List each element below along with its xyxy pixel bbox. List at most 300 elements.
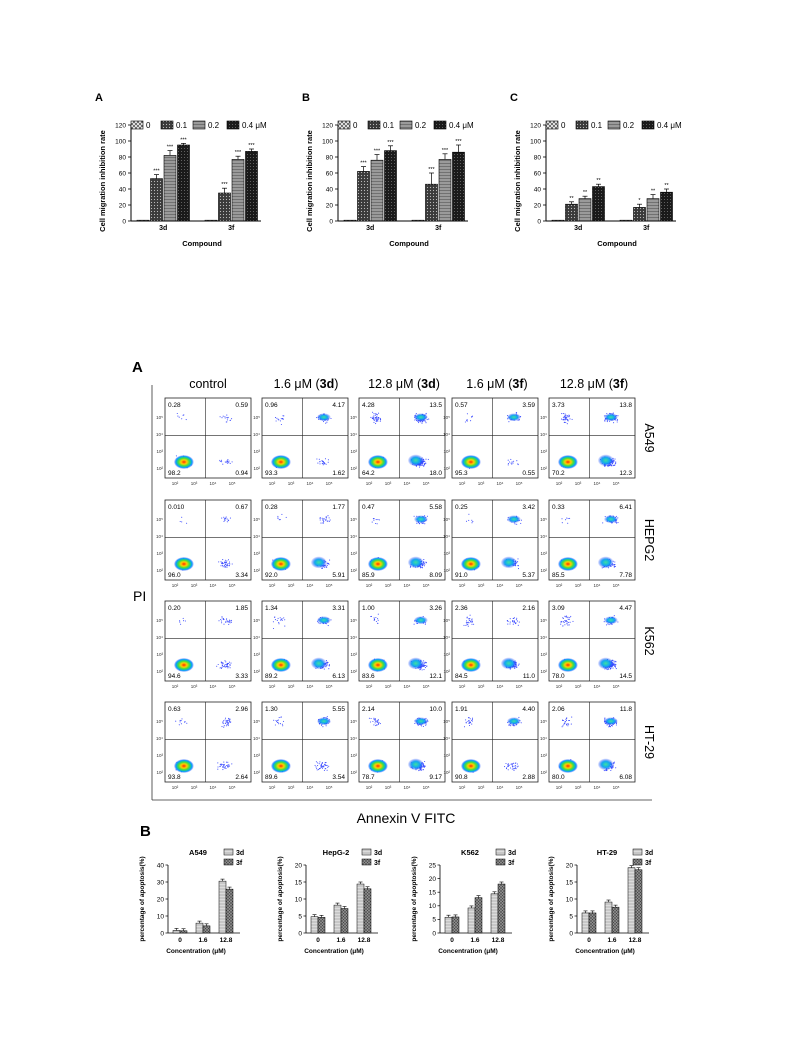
event-dot <box>568 619 569 620</box>
event-dot <box>519 664 520 665</box>
event-dot <box>227 721 228 722</box>
y-tick-label: 10³ <box>540 449 547 454</box>
event-dot <box>229 766 230 767</box>
bar <box>620 220 632 221</box>
event-dot <box>175 721 176 722</box>
y-tick-label: 10² <box>443 770 450 775</box>
event-dot <box>230 667 231 668</box>
event-dot <box>424 663 425 664</box>
event-dot <box>225 567 226 568</box>
event-dot <box>376 414 377 415</box>
significance-label: *** <box>360 161 367 167</box>
density-hotspot <box>461 658 481 672</box>
event-dot <box>510 767 511 768</box>
event-dot <box>564 622 565 623</box>
event-dot <box>224 660 225 661</box>
quadrant-lr-value: 5.37 <box>522 572 535 579</box>
density-hotspot <box>368 759 388 773</box>
x-tick-label: 10² <box>459 583 466 588</box>
y-axis-label: Cell migration inhibition rate <box>513 130 522 232</box>
event-dot <box>466 722 467 723</box>
event-dot <box>224 416 225 417</box>
event-dot <box>614 564 615 565</box>
event-dot <box>328 625 329 626</box>
event-dot <box>228 720 229 721</box>
y-tick-label: 10² <box>253 466 260 471</box>
event-dot <box>561 419 562 420</box>
event-dot <box>320 766 321 767</box>
event-dot <box>568 622 569 623</box>
event-dot <box>183 618 184 619</box>
event-dot <box>465 625 466 626</box>
x-tick-label: 10⁴ <box>404 785 411 790</box>
event-dot <box>281 418 282 419</box>
event-dot <box>508 464 509 465</box>
event-dot <box>373 724 374 725</box>
flow-plot <box>156 398 251 486</box>
x-tick-label: 10³ <box>191 785 198 790</box>
event-dot <box>277 516 278 517</box>
column-header-compound: 3d <box>320 377 335 391</box>
event-dot <box>614 615 615 616</box>
density-hotspot <box>174 759 194 773</box>
event-dot <box>373 413 374 414</box>
y-tick-label: 10⁴ <box>253 534 260 539</box>
event-dot <box>374 420 375 421</box>
flow-plot <box>350 398 445 486</box>
y-tick-label: 10⁵ <box>156 517 163 522</box>
event-dot <box>470 420 471 421</box>
event-dot <box>463 625 464 626</box>
event-dot <box>223 517 224 518</box>
y-tick-label: 60 <box>534 171 542 178</box>
category-label: 3f <box>435 225 442 232</box>
event-dot <box>283 415 284 416</box>
y-tick-label: 10⁵ <box>540 517 547 522</box>
event-dot <box>328 459 329 460</box>
event-dot <box>570 616 571 617</box>
quadrant-ll-value: 89.6 <box>265 774 278 781</box>
event-dot <box>223 521 224 522</box>
event-dot <box>375 417 376 418</box>
density-late-apoptotic <box>604 616 618 624</box>
event-dot <box>566 518 567 519</box>
x-tick-label: 10² <box>172 583 179 588</box>
event-dot <box>221 667 222 668</box>
event-dot <box>610 668 611 669</box>
event-dot <box>330 519 331 520</box>
legend-label: 0.2 <box>415 121 427 130</box>
event-dot <box>373 520 374 521</box>
x-tick-label: 10² <box>366 583 373 588</box>
event-dot <box>225 562 226 563</box>
event-dot <box>225 661 226 662</box>
event-dot <box>282 725 283 726</box>
event-dot <box>231 763 232 764</box>
y-tick-label: 120 <box>115 123 126 130</box>
density-hotspot <box>271 557 291 571</box>
event-dot <box>380 723 381 724</box>
density-hotspot <box>271 759 291 773</box>
event-dot <box>221 461 222 462</box>
event-dot <box>281 424 282 425</box>
event-dot <box>564 620 565 621</box>
x-tick-label: 10² <box>269 481 276 486</box>
x-tick-label: 10⁴ <box>210 684 217 689</box>
legend-swatch <box>161 121 173 129</box>
density-late-apoptotic <box>414 515 428 523</box>
event-dot <box>324 770 325 771</box>
event-dot <box>511 463 512 464</box>
quadrant-ll-value: 93.8 <box>168 774 181 781</box>
event-dot <box>425 665 426 666</box>
y-tick-label: 10² <box>156 466 163 471</box>
x-tick-label: 10⁴ <box>497 481 504 486</box>
event-dot <box>509 461 510 462</box>
category-label: 3d <box>574 225 582 232</box>
column-header-prefix: 1.6 μM ( <box>274 377 321 391</box>
event-dot <box>223 666 224 667</box>
event-dot <box>223 624 224 625</box>
x-tick-label: 10⁴ <box>594 583 601 588</box>
x-tick-label: 10⁵ <box>326 583 333 588</box>
event-dot <box>228 563 229 564</box>
event-dot <box>280 723 281 724</box>
event-dot <box>515 623 516 624</box>
y-tick-label: 10⁵ <box>443 618 450 623</box>
legend-item <box>193 121 220 130</box>
event-dot <box>321 764 322 765</box>
y-tick-label: 20 <box>326 203 334 210</box>
legend-swatch <box>368 121 380 129</box>
density-late-apoptotic <box>317 717 331 725</box>
event-dot <box>278 518 279 519</box>
bar <box>566 204 578 221</box>
quadrant-ur-value: 5.55 <box>332 706 345 713</box>
event-dot <box>179 622 180 623</box>
event-dot <box>514 725 515 726</box>
event-dot <box>615 661 616 662</box>
event-dot <box>186 723 187 724</box>
event-dot <box>329 665 330 666</box>
x-tick-label: 10⁵ <box>516 583 523 588</box>
event-dot <box>514 766 515 767</box>
event-dot <box>567 621 568 622</box>
event-dot <box>226 762 227 763</box>
event-dot <box>377 721 378 722</box>
quadrant-lr-value: 2.64 <box>235 774 248 781</box>
significance-label: *** <box>428 167 435 173</box>
event-dot <box>472 621 473 622</box>
x-tick-label: 10³ <box>385 684 392 689</box>
x-tick-label: 10² <box>366 684 373 689</box>
x-tick-label: 10⁵ <box>423 583 430 588</box>
event-dot <box>615 461 616 462</box>
event-dot <box>322 766 323 767</box>
event-dot <box>221 518 222 519</box>
y-axis-label: Cell migration inhibition rate <box>98 130 107 232</box>
y-tick-label: 10⁵ <box>350 415 357 420</box>
event-dot <box>424 523 425 524</box>
event-dot <box>222 764 223 765</box>
y-tick-label: 10⁴ <box>350 736 357 741</box>
event-dot <box>372 412 373 413</box>
event-dot <box>327 716 328 717</box>
x-tick-label: 10⁵ <box>423 785 430 790</box>
event-dot <box>614 459 615 460</box>
x-tick-label: 10⁴ <box>404 583 411 588</box>
event-dot <box>278 623 279 624</box>
event-dot <box>218 664 219 665</box>
event-dot <box>230 420 231 421</box>
x-tick-label: 10⁵ <box>423 684 430 689</box>
event-dot <box>425 463 426 464</box>
event-dot <box>186 419 187 420</box>
quadrant-ur-value: 0.59 <box>235 402 248 409</box>
x-tick-label: 10³ <box>478 481 485 486</box>
quadrant-ul-value: 0.28 <box>265 504 278 511</box>
y-tick-label: 10² <box>540 466 547 471</box>
x-tick-label: 10⁴ <box>404 684 411 689</box>
column-header <box>466 377 527 391</box>
x-tick-label: 10⁴ <box>210 785 217 790</box>
event-dot <box>564 416 565 417</box>
event-dot <box>376 621 377 622</box>
x-tick-label: 10² <box>269 785 276 790</box>
event-dot <box>471 720 472 721</box>
event-dot <box>373 422 374 423</box>
density-early-apoptotic <box>311 556 327 568</box>
bar <box>647 199 659 221</box>
x-tick-label: 10³ <box>575 481 582 486</box>
y-tick-label: 10⁴ <box>350 432 357 437</box>
event-dot <box>326 765 327 766</box>
event-dot <box>322 568 323 569</box>
event-dot <box>323 523 324 524</box>
event-dot <box>614 465 615 466</box>
y-tick-label: 10⁴ <box>443 736 450 741</box>
event-dot <box>563 417 564 418</box>
event-dot <box>316 761 317 762</box>
quadrant-ur-value: 13.5 <box>429 402 442 409</box>
migration-chart-c <box>510 92 682 248</box>
event-dot <box>425 562 426 563</box>
y-tick-label: 10⁵ <box>253 415 260 420</box>
event-dot <box>469 620 470 621</box>
density-early-apoptotic <box>501 657 517 669</box>
event-dot <box>218 561 219 562</box>
x-tick-label: 10⁴ <box>497 785 504 790</box>
density-hotspot <box>174 557 194 571</box>
quadrant-ur-value: 3.26 <box>429 605 442 612</box>
event-dot <box>227 724 228 725</box>
event-dot <box>566 418 567 419</box>
event-dot <box>228 666 229 667</box>
quadrant-lr-value: 7.78 <box>619 572 632 579</box>
event-dot <box>229 721 230 722</box>
event-dot <box>320 518 321 519</box>
event-dot <box>327 770 328 771</box>
event-dot <box>219 460 220 461</box>
event-dot <box>327 767 328 768</box>
event-dot <box>570 622 571 623</box>
event-dot <box>374 719 375 720</box>
y-tick-label: 80 <box>119 155 127 162</box>
event-dot <box>423 726 424 727</box>
event-dot <box>225 564 226 565</box>
event-dot <box>227 419 228 420</box>
event-dot <box>414 419 415 420</box>
event-dot <box>177 416 178 417</box>
event-dot <box>617 421 618 422</box>
quadrant-ul-value: 1.00 <box>362 605 375 612</box>
x-tick-label: 10⁵ <box>229 684 236 689</box>
event-dot <box>370 721 371 722</box>
quadrant-ll-value: 70.2 <box>552 470 565 477</box>
event-dot <box>567 523 568 524</box>
x-tick-label: 10⁵ <box>229 583 236 588</box>
event-dot <box>512 463 513 464</box>
event-dot <box>471 624 472 625</box>
event-dot <box>568 416 569 417</box>
legend-swatch <box>608 121 620 129</box>
event-dot <box>568 518 569 519</box>
y-tick-label: 10⁵ <box>443 517 450 522</box>
event-dot <box>225 767 226 768</box>
quadrant-ur-value: 6.41 <box>619 504 632 511</box>
legend-item <box>546 121 566 130</box>
y-tick-label: 10² <box>540 770 547 775</box>
legend-item <box>642 121 682 130</box>
y-tick-label: 10² <box>253 770 260 775</box>
x-axis-label: Compound <box>182 239 222 248</box>
event-dot <box>322 768 323 769</box>
event-dot <box>228 764 229 765</box>
panel-letter: A <box>132 359 143 376</box>
quadrant-ul-value: 2.36 <box>455 605 468 612</box>
event-dot <box>226 618 227 619</box>
event-dot <box>468 626 469 627</box>
x-tick-label: 10⁴ <box>307 785 314 790</box>
bar <box>371 160 383 221</box>
quadrant-lr-value: 0.55 <box>522 470 535 477</box>
density-hotspot <box>461 759 481 773</box>
event-dot <box>226 415 227 416</box>
y-tick-label: 40 <box>534 187 542 194</box>
x-tick-label: 10² <box>459 481 466 486</box>
significance-label: ** <box>583 190 588 196</box>
event-dot <box>372 522 373 523</box>
legend-label: 0 <box>561 121 566 130</box>
event-dot <box>325 768 326 769</box>
event-dot <box>614 460 615 461</box>
column-header-prefix: 12.8 μM ( <box>368 377 422 391</box>
event-dot <box>218 620 219 621</box>
event-dot <box>278 723 279 724</box>
event-dot <box>317 765 318 766</box>
density-hotspot <box>368 557 388 571</box>
quadrant-ll-value: 78.7 <box>362 774 375 781</box>
flow-plot <box>253 398 348 486</box>
bar <box>579 199 591 221</box>
event-dot <box>180 624 181 625</box>
event-dot <box>424 761 425 762</box>
event-dot <box>614 666 615 667</box>
y-tick-label: 10³ <box>156 753 163 758</box>
event-dot <box>325 458 326 459</box>
event-dot <box>326 567 327 568</box>
legend-swatch <box>642 121 654 129</box>
event-dot <box>327 515 328 516</box>
column-header <box>560 377 628 391</box>
density-late-apoptotic <box>414 717 428 725</box>
quadrant-ur-value: 4.47 <box>619 605 632 612</box>
legend-label: 0 <box>353 121 358 130</box>
event-dot <box>418 770 419 771</box>
y-tick-label: 40 <box>119 187 127 194</box>
event-dot <box>513 624 514 625</box>
event-dot <box>612 668 613 669</box>
event-dot <box>514 622 515 623</box>
event-dot <box>223 720 224 721</box>
bar <box>593 187 605 221</box>
event-dot <box>567 617 568 618</box>
event-dot <box>227 461 228 462</box>
event-dot <box>227 620 228 621</box>
density-hotspot <box>461 557 481 571</box>
x-tick-label: 10⁵ <box>516 684 523 689</box>
event-dot <box>329 517 330 518</box>
event-dot <box>616 523 617 524</box>
event-dot <box>511 764 512 765</box>
y-tick-label: 10² <box>156 568 163 573</box>
event-dot <box>232 563 233 564</box>
event-dot <box>228 461 229 462</box>
event-dot <box>611 465 612 466</box>
x-tick-label: 10⁴ <box>594 684 601 689</box>
event-dot <box>226 666 227 667</box>
event-dot <box>375 718 376 719</box>
quadrant-ur-value: 3.31 <box>332 605 345 612</box>
event-dot <box>318 769 319 770</box>
quadrant-ll-value: 64.2 <box>362 470 375 477</box>
density-late-apoptotic <box>604 413 618 421</box>
event-dot <box>508 460 509 461</box>
event-dot <box>513 461 514 462</box>
event-dot <box>222 665 223 666</box>
quadrant-ul-value: 3.09 <box>552 605 565 612</box>
event-dot <box>320 523 321 524</box>
y-tick-label: 10⁴ <box>540 635 547 640</box>
event-dot <box>468 618 469 619</box>
event-dot <box>472 416 473 417</box>
bar <box>426 184 438 221</box>
y-tick-label: 10⁴ <box>350 635 357 640</box>
event-dot <box>472 521 473 522</box>
event-dot <box>614 561 615 562</box>
event-dot <box>222 721 223 722</box>
x-tick-label: 10³ <box>478 583 485 588</box>
event-dot <box>224 725 225 726</box>
x-tick-label: 10³ <box>385 785 392 790</box>
event-dot <box>569 624 570 625</box>
event-dot <box>181 418 182 419</box>
x-tick-label: 10² <box>459 684 466 689</box>
density-early-apoptotic <box>408 556 424 568</box>
flow-plot <box>156 702 251 790</box>
event-dot <box>217 762 218 763</box>
quadrant-ur-value: 2.16 <box>522 605 535 612</box>
